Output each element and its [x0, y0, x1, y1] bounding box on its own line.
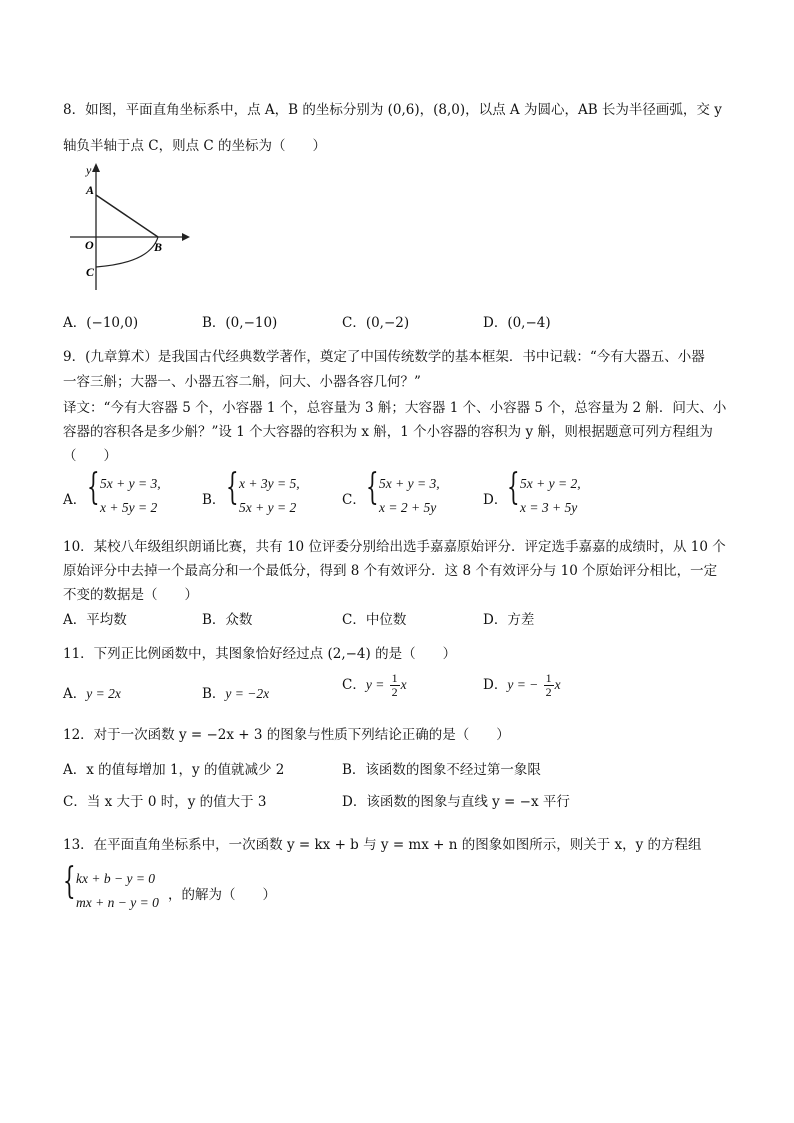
q9-line2: 一容三斛；大器一、小器五容二斛，问大、小器各容几何？” [63, 374, 421, 390]
q9-option-c-label: C． [342, 492, 366, 508]
q11-option-c: C．y = $\frac{1}{2}$ x [342, 671, 407, 700]
q9-option-b-eq2: 5x + y = 2 [239, 500, 297, 515]
q13-eq1: kx + b − y = 0 [76, 871, 156, 886]
q8-option-a: A．(−10,0) [63, 315, 139, 331]
q10-option-b: B．众数 [202, 612, 253, 628]
q9-option-c-eq2: x = 2 + 5y [379, 500, 437, 515]
label-y: y [86, 163, 92, 177]
q10-line3: 不变的数据是（ ） [63, 587, 198, 603]
q13-brace: { [63, 861, 76, 902]
q12-option-c: C．当 x 大于 0 时，y 的值大于 3 [63, 794, 267, 810]
q8-figure [70, 160, 190, 295]
q9-option-d-label: D． [483, 492, 508, 508]
q8-option-d: D．(0,−4) [483, 315, 551, 331]
q12-option-b: B．该函数的图象不经过第一象限 [342, 762, 541, 778]
q13-eq2: mx + n − y = 0 [76, 895, 159, 910]
q9-option-a-brace: { [87, 467, 100, 508]
q9-line4: 容器的容积各是多少斛？”设 1 个大容器的容积为 x 斛，1 个小容器的容积为 y 斛，则根据题意可列方程组为 [63, 424, 713, 440]
q9-option-c-brace: { [366, 467, 379, 508]
fraction-half: $\frac{1}{2}$ [391, 671, 398, 700]
q13-tail: ，的解为（ ） [168, 887, 276, 903]
q9-option-b-brace: { [226, 467, 239, 508]
q9-option-d-brace: { [507, 467, 520, 508]
q9-option-d-eq1: 5x + y = 2, [520, 476, 581, 491]
q11-option-b: B．y = −2x [202, 686, 270, 702]
q9-line5: （ ） [63, 448, 117, 464]
q8-line1: 8．如图，平面直角坐标系中，点 A，B 的坐标分别为 (0,6)，(8,0)，以点 A 为圆心，AB 长为半径画弧，交 y [63, 102, 722, 118]
q13-line1: 13．在平面直角坐标系中，一次函数 y = kx + b 与 y = mx + n 的图象如图所示，则关于 x，y 的方程组 [63, 837, 702, 853]
y-axis-arrow [92, 163, 100, 172]
x-axis-arrow [182, 233, 190, 241]
q10-line1: 10．某校八年级组织朗诵比赛，共有 10 位评委分别给出选手嘉嘉原始评分．评定选手嘉嘉的成绩时，从 10 个 [63, 539, 726, 555]
q9-option-d-eq2: x = 3 + 5y [520, 500, 578, 515]
label-o: O [85, 238, 94, 252]
label-c: C [86, 265, 95, 279]
q10-line2: 原始评分中去掉一个最高分和一个最低分，得到 8 个有效评分．这 8 个有效评分与 10 个原始评分相比，一定 [63, 563, 718, 579]
q9-option-a-eq2: x + 5y = 2 [100, 500, 158, 515]
label-b: B [154, 240, 163, 254]
q10-option-c: C．中位数 [342, 612, 407, 628]
q8-option-b: B．(0,−10) [202, 315, 278, 331]
q12-option-a: A．x 的值每增加 1，y 的值就减少 2 [63, 762, 285, 778]
q11-line1: 11．下列正比例函数中，其图象恰好经过点 (2,−4) 的是（ ） [63, 646, 457, 662]
q9-option-b-label: B． [202, 492, 226, 508]
q10-option-d: D．方差 [483, 612, 535, 628]
arc-bc [96, 237, 158, 267]
q11-option-d: D．y = − $\frac{1}{2}$ x [483, 671, 561, 700]
q9-line3: 译文：“今有大容器 5 个，小容器 1 个，总容量为 3 斛；大容器 1 个、小容器 5 个，总容量为 2 斛．问大、小 [63, 400, 727, 416]
q12-option-d: D．该函数的图象与直线 y = −x 平行 [342, 794, 570, 810]
q12-line1: 12．对于一次函数 y = −2x + 3 的图象与性质下列结论正确的是（ ） [63, 727, 510, 743]
q9-option-a-eq1: 5x + y = 3, [100, 476, 161, 491]
q9-option-a-label: A． [63, 492, 87, 508]
q8-line2: 轴负半轴于点 C，则点 C 的坐标为（ ） [63, 138, 327, 154]
segment-ab [96, 195, 158, 237]
q9-option-b-eq1: x + 3y = 5, [239, 476, 300, 491]
q11-option-a: A．y = 2x [63, 686, 121, 702]
q10-option-a: A．平均数 [63, 612, 127, 628]
label-a: A [86, 183, 95, 197]
fraction-half: $\frac{1}{2}$ [545, 671, 552, 700]
q8-option-c: C．(0,−2) [342, 315, 410, 331]
q9-option-c-eq1: 5x + y = 3, [379, 476, 440, 491]
q9-line1: 9．(九章算术）是我国古代经典数学著作，奠定了中国传统数学的基本框架．书中记载：“今有大器五、小器 [63, 349, 705, 365]
